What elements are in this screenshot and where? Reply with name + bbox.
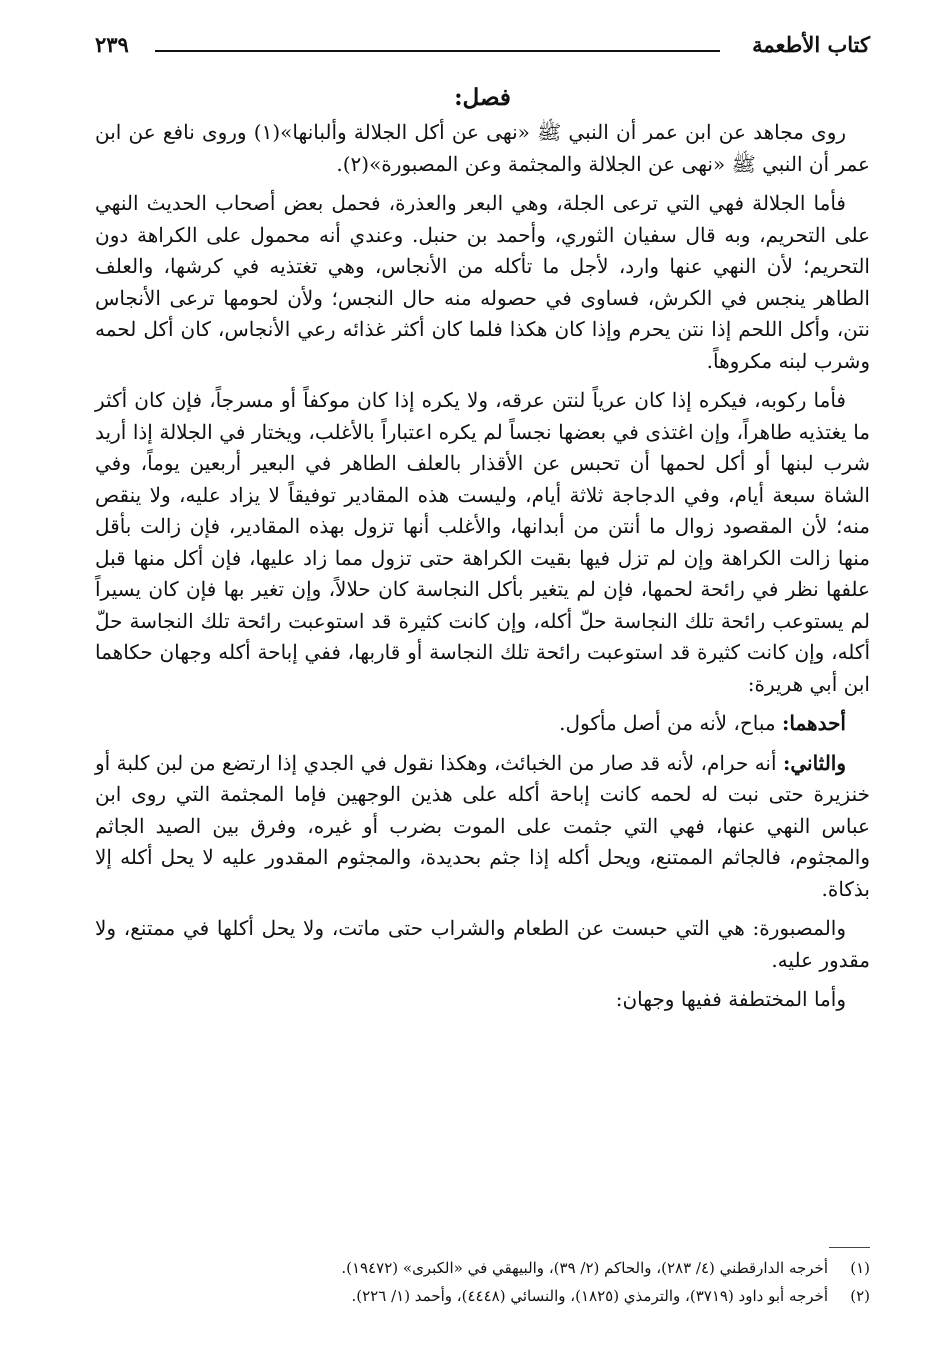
second-view-text: أنه حرام، لأنه قد صار من الخبائث، وهكذا نقول في الجدي إذا ارتضع من لبن كلبة أو خنزيرة حتى نبت له لحمه كانت إباحة أكله على هذين الوجهين فإما المجثمة التي روى ابن عباس النهي عنها، فهي التي جثمت على الموت بضرب أو غيره، وفرق بين الصيد الجاثم والمجثوم، فالجاثم الممتنع، ويحل أكله إذا جثم بحديدة، والمجثوم المقدور عليه لا يحل أكله إلا بذكاة. (95, 750, 870, 901)
page-number: ٢٣٩ (95, 32, 129, 57)
footnote-divider (829, 1247, 870, 1248)
main-text (95, 117, 870, 1016)
footnote-number: (١) (850, 1259, 870, 1277)
section-heading: فصل: (454, 84, 511, 111)
paragraph-masbura: والمصبورة: هي التي حبست عن الطعام والشراب حتى ماتت، ولا يحل أكلها في ممتنع، ولا مقدور عليه. (95, 916, 870, 972)
footnote-item (95, 1282, 870, 1310)
footnote-number: (٢) (850, 1287, 870, 1305)
paragraph-riding-and-confinement: فأما ركوبه، فيكره إذا كان عرياً لنتن عرقه، ولا يكره إذا كان موكفاً أو مسرجاً، فإن كان أكثر ما يغتذيه طاهراً، وإن اغتذى في بعضها نجساً لم يكره اعتباراً بالأغلب، ويختار في الجلالة إذا أريد شرب لبنها أو أكل لحمها أن تحبس عن الأقذار بالعلف الطاهر في البعير أربعين يوماً، وفي الشاة سبعة أيام، وفي الدجاجة ثلاثة أيام، وليست هذه المقادير توفيقاً لا يزاد عليه، ولا ينقص منه؛ لأن المقصود زوال ما أنتن من أبدانها، والأغلب أنها تزول بهذه المقادير، فإن زالت بأقل منها زالت الكراهة وإن لم تزل فيها بقيت الكراهة حتى تزول مما زاد عليها، فإن أكل منها قبل علفها نظر في رائحة لحمها، فإن لم يتغير بأكل النجاسة كان حلالاً، وإن تغير بها فإن كان يسيراً لم يستوعب رائحة تلك النجاسة حلّ أكله، وإن كانت كثيرة قد استوعبت رائحة تلك النجاسة حلّ أكله، وإن كانت كثيرة قد استوعبت رائحة تلك النجاسة أو قاربها، ففي إباحة أكله وجهان حكاهما ابن أبي هريرة: (95, 388, 870, 696)
footnotes (95, 1254, 870, 1310)
footnote-text: أخرجه أبو داود (٣٧١٩)، والترمذي (١٨٢٥)، والنسائي (٤٤٤٨)، وأحمد (١/ ٢٢٦). (351, 1287, 828, 1305)
header-rule (155, 50, 720, 52)
paragraph-jallala-ruling: فأما الجلالة فهي التي ترعى الجلة، وهي البعر والعذرة، فحمل بعض أصحاب الحديث النهي على التحريم، وبه قال سفيان الثوري، وأحمد بن حنبل. وعندي أنه محمول على الكراهة دون التحريم؛ لأن النهي عنها وارد، لأجل ما تأكله من الأنجاس، وهي تغتذيه في كرشها، والعلف الطاهر ينجس في الكرش، فساوى في حصوله منه حال النجس؛ ولأن لحومها ترعى الأنجاس نتن، وأكل اللحم إذا نتن يحرم وإذا كان هكذا فلما كان أكثر غذائه رعي الأنجاس، كان أكل لحمه وشرب لبنه مكروهاً. (95, 191, 871, 373)
paragraph-hadith-reports: روى مجاهد عن ابن عمر أن النبي ﷺ «نهى عن أكل الجلالة وألبانها»(١) وروى نافع عن ابن عمر أن النبي ﷺ «نهى عن الجلالة والمجثمة وعن المصبورة»(٢). (95, 120, 870, 176)
paragraph-second-view (95, 748, 870, 906)
book-title: كتاب الأطعمة (752, 32, 870, 57)
book-page (95, 30, 870, 1020)
running-header (95, 30, 870, 68)
paragraph-first-view (95, 708, 870, 740)
footnote-text: أخرجه الدارقطني (٤/ ٢٨٣)، والحاكم (٢/ ٣٩)، والبيهقي في «الكبرى» (١٩٤٧٢). (341, 1259, 828, 1277)
paragraph-mukhtatafa: وأما المختطفة ففيها وجهان: (615, 987, 846, 1011)
footnote-item (95, 1254, 870, 1282)
first-view-text: مباح، لأنه من أصل مأكول. (559, 711, 776, 735)
first-view-label: أحدهما: (781, 711, 846, 735)
second-view-label: والثاني: (782, 750, 847, 775)
